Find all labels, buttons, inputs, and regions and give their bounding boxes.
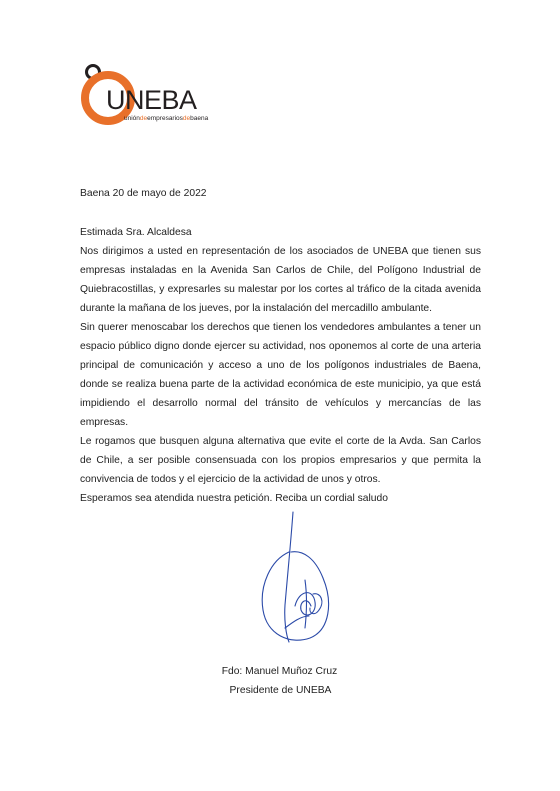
letter-paragraph: Sin querer menoscabar los derechos que tienen los vendedores ambulantes a tener un espacio público digno donde ejercer su actividad, nos oponemos al corte de una arteria principal de comunicación y acceso a uno de los polígonos industriales de Baena, donde se realiza buena parte de la actividad económica de este municipio, ya que está impidiendo el desarrollo normal del tránsito de vehículos y mercancías de las empresas. [80,322,481,428]
handwritten-signature [255,510,335,650]
svg-text:UNEBA: UNEBA [106,85,197,115]
letter-paragraph: Le rogamos que busquen alguna alternativa que evite el corte de la Avda. San Carlos de Chile, a ser posible consensuada con los propios empresarios y que permita la convivencia de todos y el ejercicio de la actividad de unos y otros. [80,436,481,485]
uneba-logo [78,60,248,130]
letter-paragraph: Esperamos sea atendida nuestra petición. Reciba un cordial saludo [80,493,388,504]
letter-body [80,223,481,508]
letter-paragraph: Nos dirigimos a usted en representación de los asociados de UNEBA que tienen sus empresas instaladas en la Avenida San Carlos de Chile, del Polígono Industrial de Quiebracostillas, y expresarles su malestar por los cortes al tráfico de la citada avenida durante la mañana de los jueves, por la instalación del mercadillo ambulante. [80,246,481,314]
signoff-block [80,662,481,700]
signoff-name: Fdo: Manuel Muñoz Cruz [221,666,338,677]
letter-greeting: Estimada Sra. Alcaldesa [80,227,192,238]
svg-text:unióndeempresariosdebaena: unióndeempresariosdebaena [124,115,209,122]
signoff-title: Presidente de UNEBA [229,685,332,696]
letter-date: Baena 20 de mayo de 2022 [80,188,207,199]
